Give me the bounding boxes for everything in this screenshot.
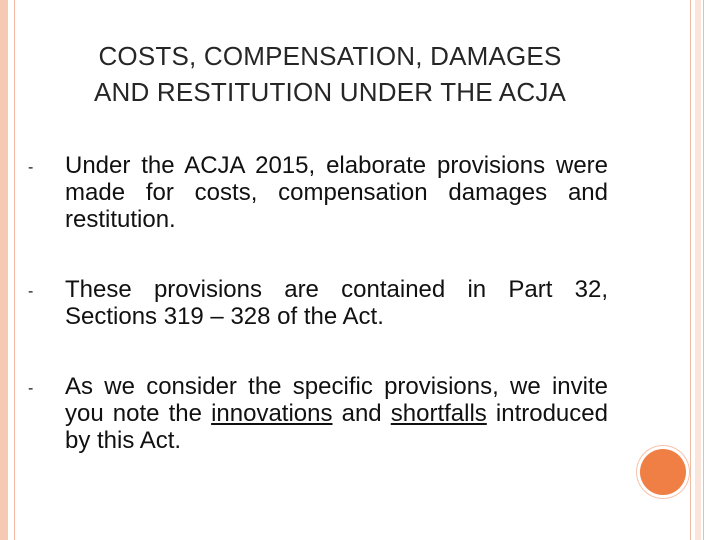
bullet-text-after: introduced by this Act. xyxy=(65,400,608,454)
bullet-item xyxy=(28,373,608,454)
bullet-text-middle: and xyxy=(332,400,391,427)
slide-frame-left-line xyxy=(14,0,15,540)
slide-frame-right-line-inner xyxy=(690,0,691,540)
bullet-text: These provisions are contained in Part 32, Sections 319 – 328 of the Act. xyxy=(65,276,608,330)
bullet-marker: - xyxy=(28,380,34,397)
bullet-marker: - xyxy=(28,159,34,176)
slide-title-line-2: AND RESTITUTION UNDER THE ACJA xyxy=(93,77,567,107)
slide-title-line-1: COSTS, COMPENSATION, DAMAGES xyxy=(98,41,562,71)
bullet-list xyxy=(28,152,608,497)
bullet-item xyxy=(28,276,608,330)
bullet-text: Under the ACJA 2015, elaborate provisions were made for costs, compensation damages and restitution. xyxy=(65,152,608,233)
underlined-innovations: innovations xyxy=(211,400,333,427)
decorative-circle-icon xyxy=(640,449,686,495)
slide-title xyxy=(40,38,620,110)
bullet-text-before: As we consider the specific provisions, we invite you note the xyxy=(65,373,608,427)
bullet-item xyxy=(28,152,608,233)
slide-frame-right-line-outer xyxy=(703,0,704,540)
bullet-marker: - xyxy=(28,283,34,300)
underlined-shortfalls: shortfalls xyxy=(390,400,487,427)
slide-frame-right-band xyxy=(695,0,701,540)
